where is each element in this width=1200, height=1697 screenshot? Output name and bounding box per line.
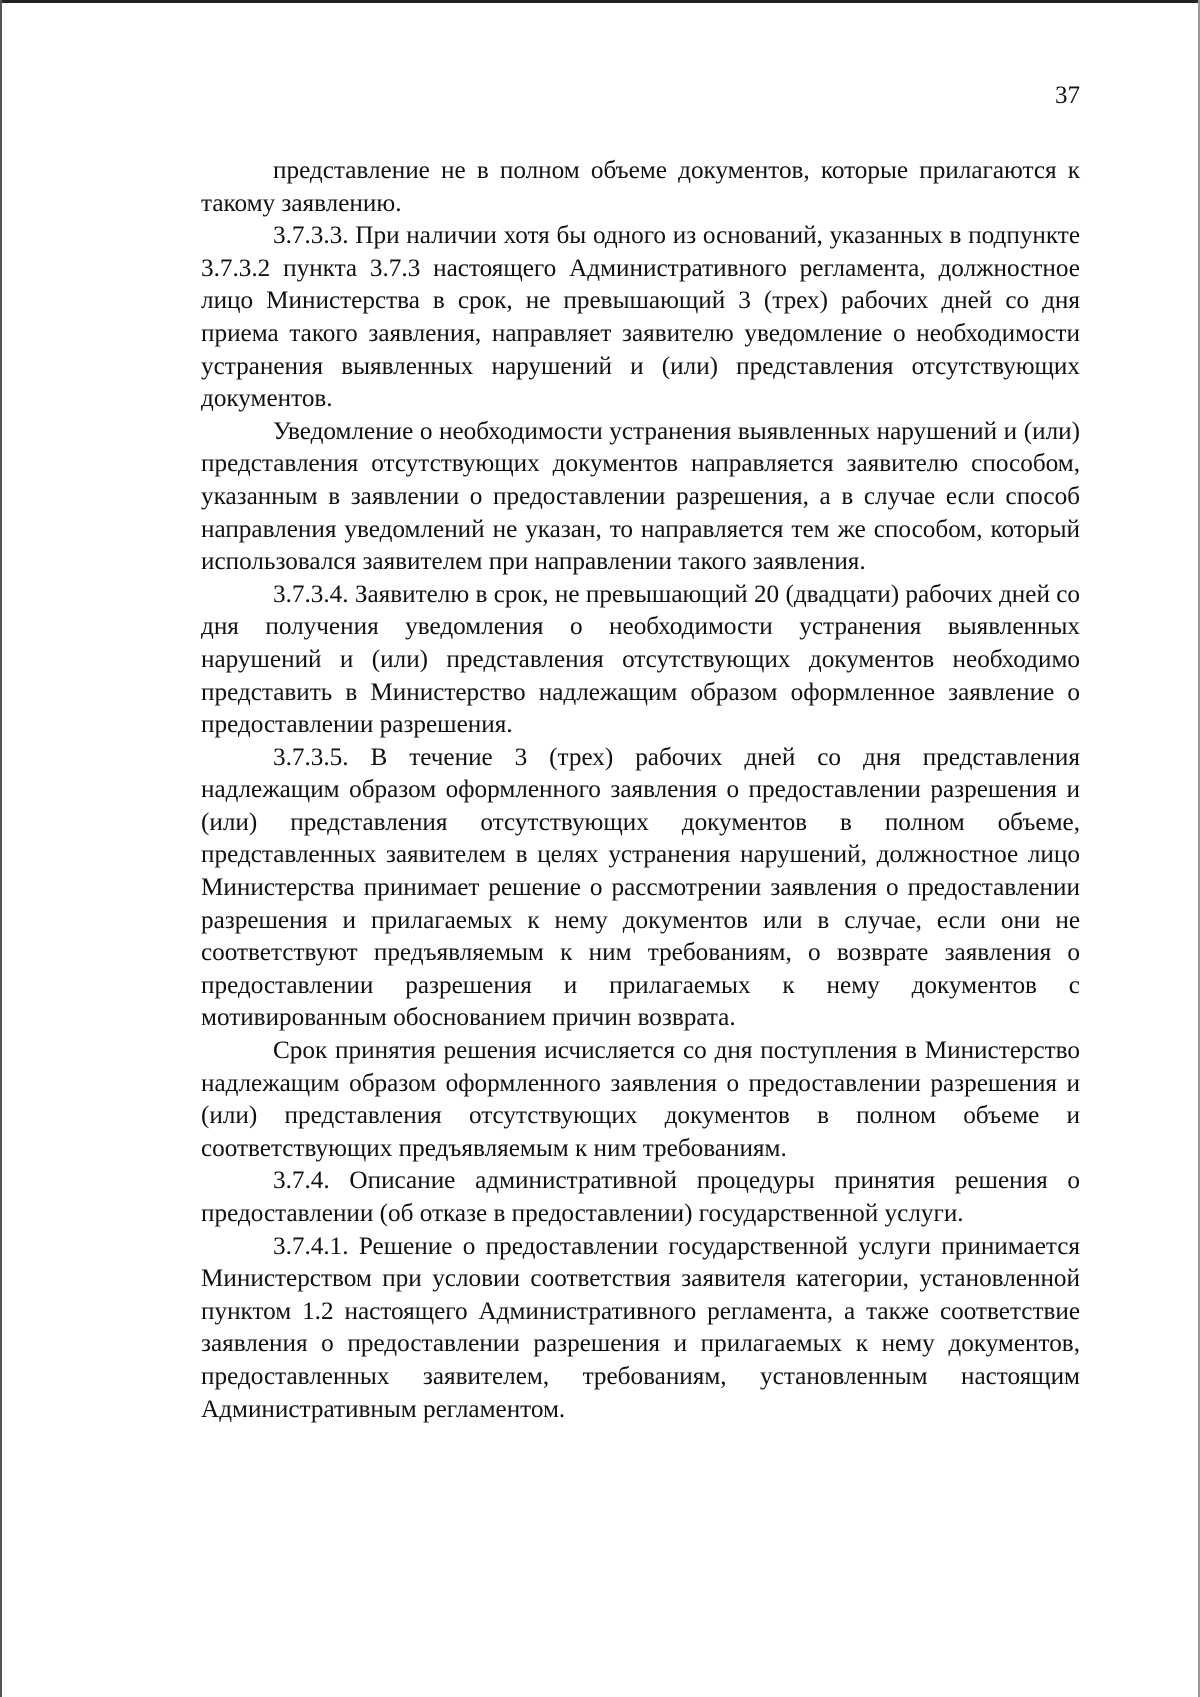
document-body: [201, 155, 1080, 1426]
paragraph-continuation: представление не в полном объеме документов, которые прилагаются к такому заявлению.: [201, 157, 1080, 217]
paragraph-decision-term: Срок принятия решения исчисляется со дня поступления в Министерство надлежащим образом оформленного заявления о предоставлении разрешения и (или) представления отсутствующих документов в полном объеме и соответствующих предъявляемым к ним требованиям.: [201, 1037, 1080, 1162]
paragraph-3-7-3-4: 3.7.3.4. Заявителю в срок, не превышающий 20 (двадцати) рабочих дней со дня получения уведомления о необходимости устранения выявленных нарушений и (или) представления отсутствующих документов необходимо представить в Министерство надлежащим образом оформленное заявление о предоставлении разрешения.: [201, 580, 1080, 739]
paragraph-3-7-4: 3.7.4. Описание административной процедуры принятия решения о предоставлении (об отказе в предоставлении) государственной услуги.: [201, 1167, 1080, 1227]
paragraph-notification: Уведомление о необходимости устранения выявленных нарушений и (или) представления отсутствующих документов направляется заявителю способом, указанным в заявлении о предоставлении разрешения, а в случае если способ направления уведомлений не указан, то направляется тем же способом, который использовался заявителем при направлении такого заявления.: [201, 417, 1080, 576]
paragraph-3-7-3-3: 3.7.3.3. При наличии хотя бы одного из оснований, указанных в подпункте 3.7.3.2 пункта 3.7.3 настоящего Административного регламента, должностное лицо Министерства в срок, не превышающий 3 (трех) рабочих дней со дня приема такого заявления, направляет заявителю уведомление о необходимости устранения выявленных нарушений и (или) представления отсутствующих документов.: [201, 222, 1080, 413]
page-number: 37: [1055, 82, 1080, 109]
paragraph-3-7-4-1: 3.7.4.1. Решение о предоставлении государственной услуги принимается Министерством при условии соответствия заявителя категории, установленной пунктом 1.2 настоящего Административного регламента, а также соответствие заявления о предоставлении разрешения и прилагаемых к нему документов, предоставленных заявителем, требованиям, установленным настоящим Административным регламентом.: [201, 1232, 1080, 1423]
scan-border-top: [0, 0, 1200, 3]
scan-border-left: [0, 0, 2, 1697]
paragraph-3-7-3-5: 3.7.3.5. В течение 3 (трех) рабочих дней со дня представления надлежащим образом оформленного заявления о предоставлении разрешения и (или) представления отсутствующих документов в полном объеме, представленных заявителем в целях устранения нарушений, должностное лицо Министерства принимает решение о рассмотрении заявления о предоставлении разрешения и прилагаемых к нему документов или в случае, если они не соответствуют предъявляемым к ним требованиям, о возврате заявления о предоставлении разрешения и прилагаемых к нему документов с мотивированным обоснованием причин возврата.: [201, 743, 1080, 1032]
